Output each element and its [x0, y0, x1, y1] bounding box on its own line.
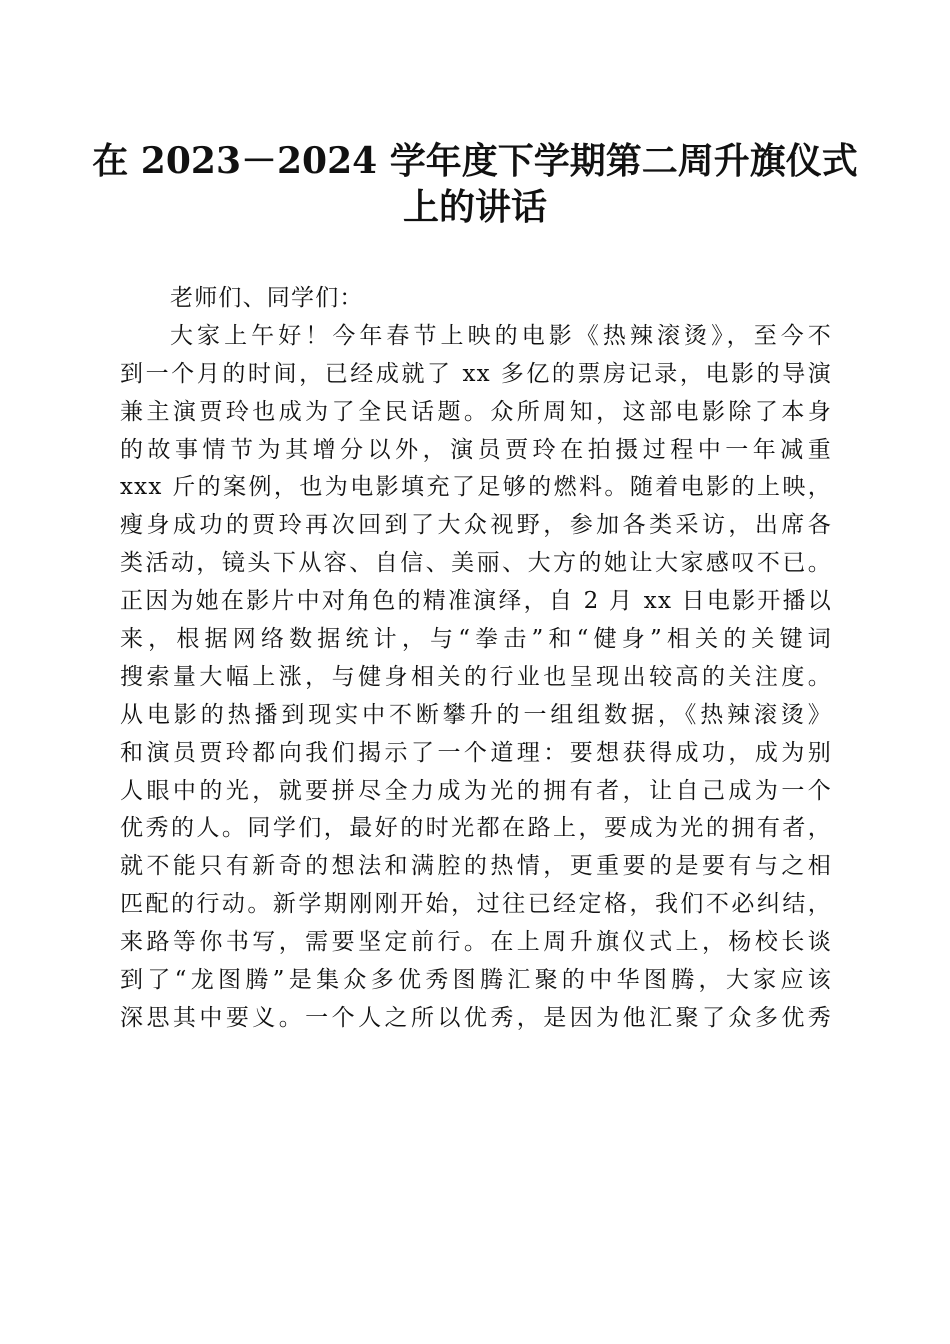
paragraph-line: xxx 斤的案例，也为电影填充了足够的燃料。随着电影的上映，	[120, 474, 832, 501]
paragraph-line: 搜索量大幅上涨，与健身相关的行业也呈现出较高的关注度。	[120, 663, 832, 690]
document-title	[0, 138, 950, 230]
paragraph-line: 大家上午好！今年春节上映的电影《热辣滚烫》，至今不	[170, 322, 832, 349]
speech-body	[120, 280, 832, 1038]
paragraph-line: 匹配的行动。新学期刚刚开始，过往已经定格，我们不必纠结，	[120, 891, 832, 918]
paragraph-line: 来路等你书写，需要坚定前行。在上周升旗仪式上，杨校长谈	[120, 929, 832, 956]
paragraph-line: 到一个月的时间，已经成就了 xx 多亿的票房记录，电影的导演	[120, 360, 832, 387]
paragraph-line: 正因为她在影片中对角色的精准演绎，自 2 月 xx 日电影开播以	[120, 588, 832, 615]
paragraph-line: 来，根据网络数据统计，与“拳击”和“健身”相关的关键词	[120, 626, 832, 653]
title-line-2: 上的讲话	[402, 186, 547, 228]
paragraph-line: 兼主演贾玲也成为了全民话题。众所周知，这部电影除了本身	[120, 398, 832, 425]
salutation: 老师们、同学们：	[170, 285, 364, 311]
paragraph-line: 类活动，镜头下从容、自信、美丽、大方的她让大家感叹不已。	[120, 550, 832, 577]
paragraph-line: 的故事情节为其增分以外，演员贾玲在拍摄过程中一年减重	[120, 436, 832, 463]
paragraph-line: 深思其中要义。一个人之所以优秀，是因为他汇聚了众多优秀	[120, 1004, 832, 1031]
paragraph-line: 人眼中的光，就要拼尽全力成为光的拥有者，让自己成为一个	[120, 777, 832, 804]
paragraph-line: 从电影的热播到现实中不断攀升的一组组数据，《热辣滚烫》	[120, 701, 832, 728]
paragraph-line: 到了“龙图腾”是集众多优秀图腾汇聚的中华图腾，大家应该	[120, 967, 832, 994]
paragraph-line: 优秀的人。同学们，最好的时光都在路上，要成为光的拥有者，	[120, 815, 832, 842]
paragraph-line: 瘦身成功的贾玲再次回到了大众视野，参加各类采访，出席各	[120, 512, 832, 539]
paragraph-line: 就不能只有新奇的想法和满腔的热情，更重要的是要有与之相	[120, 853, 832, 880]
paragraph-line: 和演员贾玲都向我们揭示了一个道理：要想获得成功，成为别	[120, 739, 832, 766]
title-line-1: 在 2023－2024 学年度下学期第二周升旗仪式	[92, 140, 858, 182]
